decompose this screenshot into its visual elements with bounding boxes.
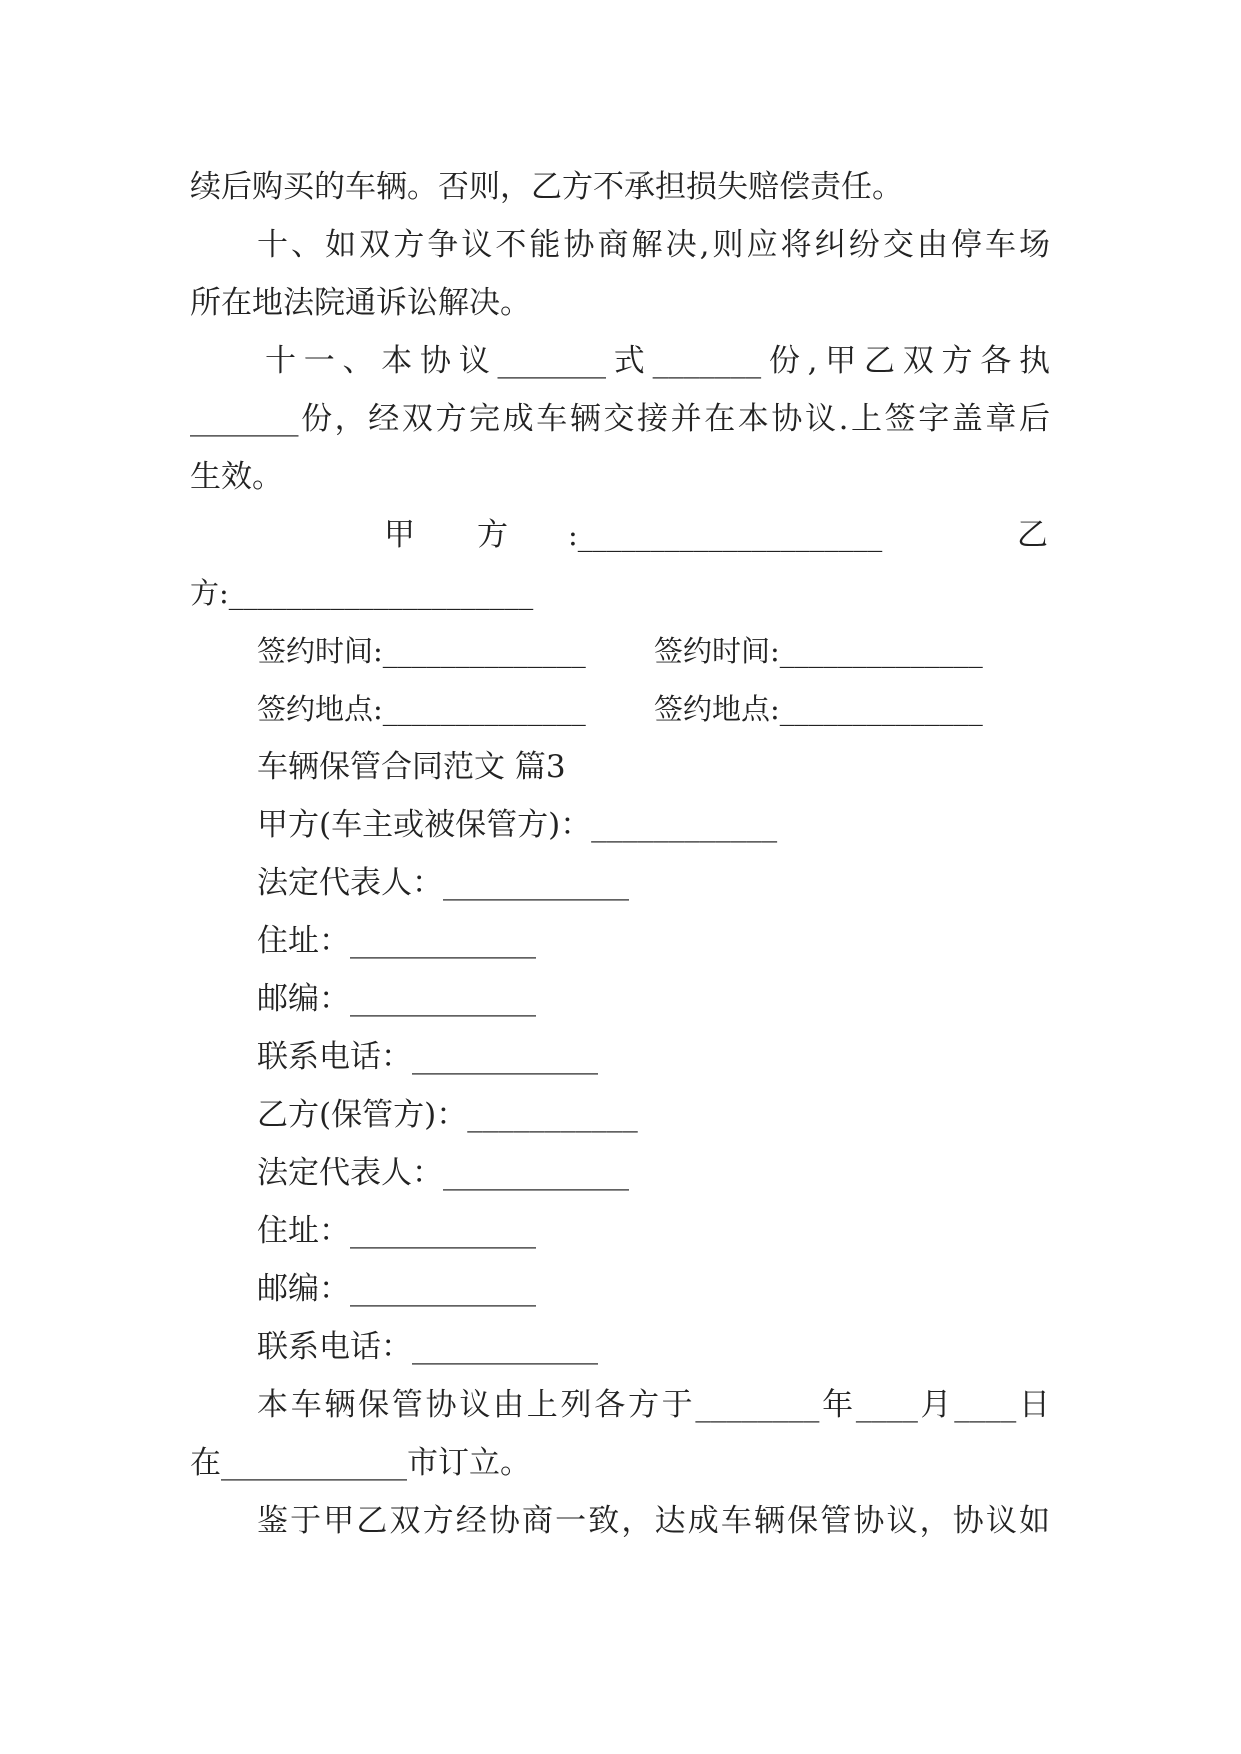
party-a-field: 甲方(车主或被保管方)：____________ — [257, 807, 778, 843]
address-field: 住址：____________ — [257, 1213, 536, 1249]
clause-11: 十一、本协议_______式_______份,甲乙双方各执 — [265, 343, 1050, 379]
agreement-city-line: 在____________市订立。 — [190, 1445, 531, 1481]
party-a-label-char: 甲 — [384, 517, 415, 553]
sign-place-b: 签约地点:______________ — [654, 692, 983, 726]
party-a-signature-field: :_____________________ — [568, 518, 883, 552]
legal-rep-field: 法定代表人：____________ — [257, 1155, 629, 1191]
address-field: 住址：____________ — [257, 923, 536, 959]
phone-field: 联系电话：____________ — [257, 1329, 598, 1365]
preamble-line: 鉴于甲乙双方经协商一致，达成车辆保管协议，协议如 — [257, 1503, 1050, 1539]
text-line: _______份，经双方完成车辆交接并在本协议.上签字盖章后 — [190, 401, 1050, 437]
legal-rep-field: 法定代表人：____________ — [257, 865, 629, 901]
party-a-label-char: 方 — [477, 517, 508, 553]
party-b-field: 乙方(保管方)：___________ — [257, 1097, 638, 1133]
agreement-date-line: 本车辆保管协议由上列各方于________年____月____日 — [257, 1387, 1050, 1423]
party-b-signature-field: 方:_____________________ — [190, 576, 534, 610]
phone-field: 联系电话：____________ — [257, 1039, 598, 1075]
party-b-label-char: 乙 — [1017, 517, 1048, 553]
sign-place-a: 签约地点:______________ — [257, 692, 586, 726]
text-line: 所在地法院通诉讼解决。 — [190, 285, 531, 321]
postcode-field: 邮编：____________ — [257, 981, 536, 1017]
text-line: 生效。 — [190, 459, 283, 495]
text-line: 续后购买的车辆。否则，乙方不承担损失赔偿责任。 — [190, 169, 903, 205]
postcode-field: 邮编：____________ — [257, 1271, 536, 1307]
clause-10: 十、如双方争议不能协商解决,则应将纠纷交由停车场 — [257, 227, 1050, 263]
sign-time-b: 签约时间:______________ — [654, 634, 983, 668]
section-title: 车辆保管合同范文 篇3 — [257, 749, 566, 785]
sign-time-a: 签约时间:______________ — [257, 634, 586, 668]
